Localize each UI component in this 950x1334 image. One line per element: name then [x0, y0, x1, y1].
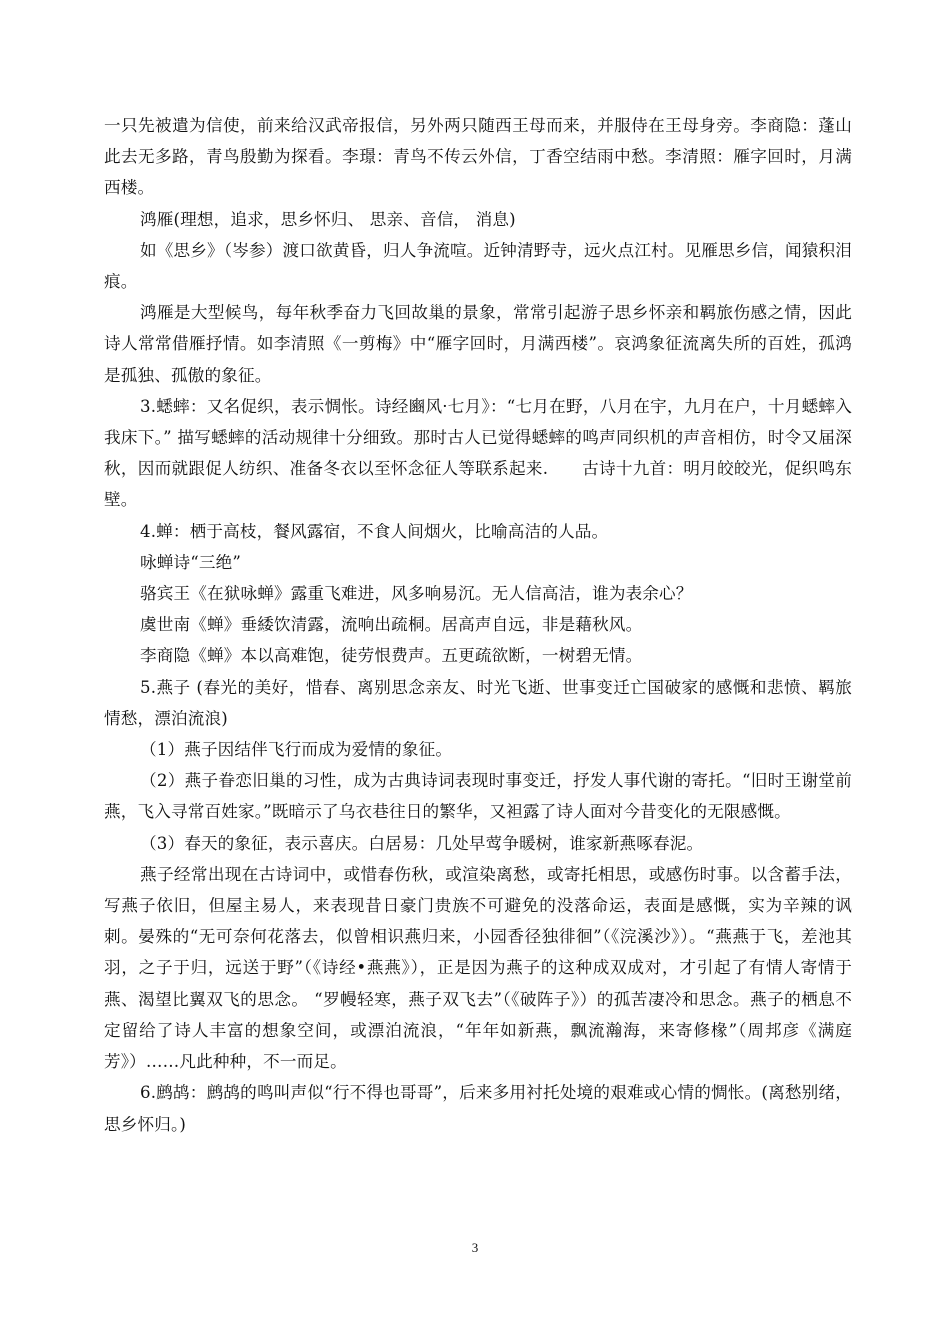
- paragraph: 骆宾王《在狱咏蝉》露重飞难进，风多响易沉。无人信高洁，谁为表余心？: [140, 584, 693, 604]
- paragraph: 5.燕子 (春光的美好，惜春、离别思念亲友、时光飞逝、世事变迁亡国破家的感慨和悲愤、羁旅情愁，漂泊流浪): [104, 677, 852, 728]
- paragraph: 虞世南《蝉》垂緌饮清露，流响出疏桐。居高声自远，非是藉秋风。: [140, 615, 643, 635]
- body-text: [104, 110, 852, 1140]
- paragraph: 燕子经常出现在古诗词中，或惜春伤秋，或渲染离愁，或寄托相思，或感伤时事。以含蓄手法，写燕子依旧，但屋主易人，来表现昔日豪门贵族不可避免的没落命运，表面是感慨，实为辛辣的讽刺。晏殊的“无可奈何花落去，似曾相识燕归来，小园香径独徘徊”（《浣溪沙》）。“燕燕于飞，差池其羽，之子于归，远送于野”（《诗经•燕燕》），正是因为燕子的这种成双成对，才引起了有情人寄情于燕、渴望比翼双飞的思念。 “罗幔轻寒，燕子双飞去”（《破阵子》）的孤苦凄冷和思念。燕子的栖息不定留给了诗人丰富的想象空间，或漂泊流浪，“年年如新燕，飘流瀚海，来寄修椽”（周邦彦《满庭芳》）……凡此种种，不一而足。: [104, 864, 852, 1072]
- paragraph: 6.鹧鸪：鹧鸪的鸣叫声似“行不得也哥哥”，后来多用衬托处境的艰难或心情的惆怅。(离愁别绪，思乡怀归。): [104, 1083, 852, 1134]
- paragraph: （3）春天的象征，表示喜庆。白居易：几处早莺争暖树，谁家新燕啄春泥。: [140, 833, 704, 853]
- paragraph: 如《思乡》（岑参）渡口欲黄昏，归人争流喧。近钟清野寺，远火点江村。见雁思乡信，闻猿积泪痕。: [104, 240, 852, 292]
- paragraph: 鸿雁是大型候鸟，每年秋季奋力飞回故巢的景象，常常引起游子思乡怀亲和羁旅伤感之情，因此诗人常常借雁抒情。如李清照《一剪梅》中“雁字回时，月满西楼”。哀鸿象征流离失所的百姓，孤鸿是孤独、孤傲的象征。: [104, 303, 852, 385]
- paragraph: 3.蟋蟀：又名促织，表示惆怅。诗经豳风·七月》：“七月在野，八月在宇，九月在户，十月蟋蟀入我床下。” 描写蟋蟀的活动规律十分细致。那时古人已觉得蟋蟀的鸣声同织机的声音相仿，时令又届深秋，因而就跟促人纺织、准备冬衣以至怀念征人等联系起来. 古诗十九首：明月皎皎光，促织鸣东壁。: [104, 396, 852, 510]
- paragraph: 李商隐《蝉》本以高难饱，徒劳恨费声。五更疏欲断，一树碧无情。: [140, 646, 643, 666]
- paragraph: 咏蝉诗“三绝”: [140, 552, 241, 572]
- paragraph: 4.蝉：栖于高枝，餐风露宿，不食人间烟火，比喻高洁的人品。: [140, 521, 609, 541]
- paragraph: 鸿雁(理想，追求，思乡怀归、 思亲、音信， 消息): [140, 209, 516, 229]
- paragraph: 一只先被遣为信使，前来给汉武帝报信，另外两只随西王母而来，并服侍在王母身旁。李商隐：蓬山此去无多路，青鸟殷勤为探看。李璟：青鸟不传云外信，丁香空结雨中愁。李清照：雁字回时，月满西楼。: [104, 116, 852, 198]
- paragraph: （2）燕子眷恋旧巢的习性，成为古典诗词表现时事变迁，抒发人事代谢的寄托。“旧时王谢堂前燕，飞入寻常百姓家。”既暗示了乌衣巷往日的繁华，又袒露了诗人面对今昔变化的无限感慨。: [104, 771, 852, 822]
- page-number: 3: [471, 1240, 479, 1255]
- paragraph: （1）燕子因结伴飞行而成为爱情的象征。: [140, 740, 453, 760]
